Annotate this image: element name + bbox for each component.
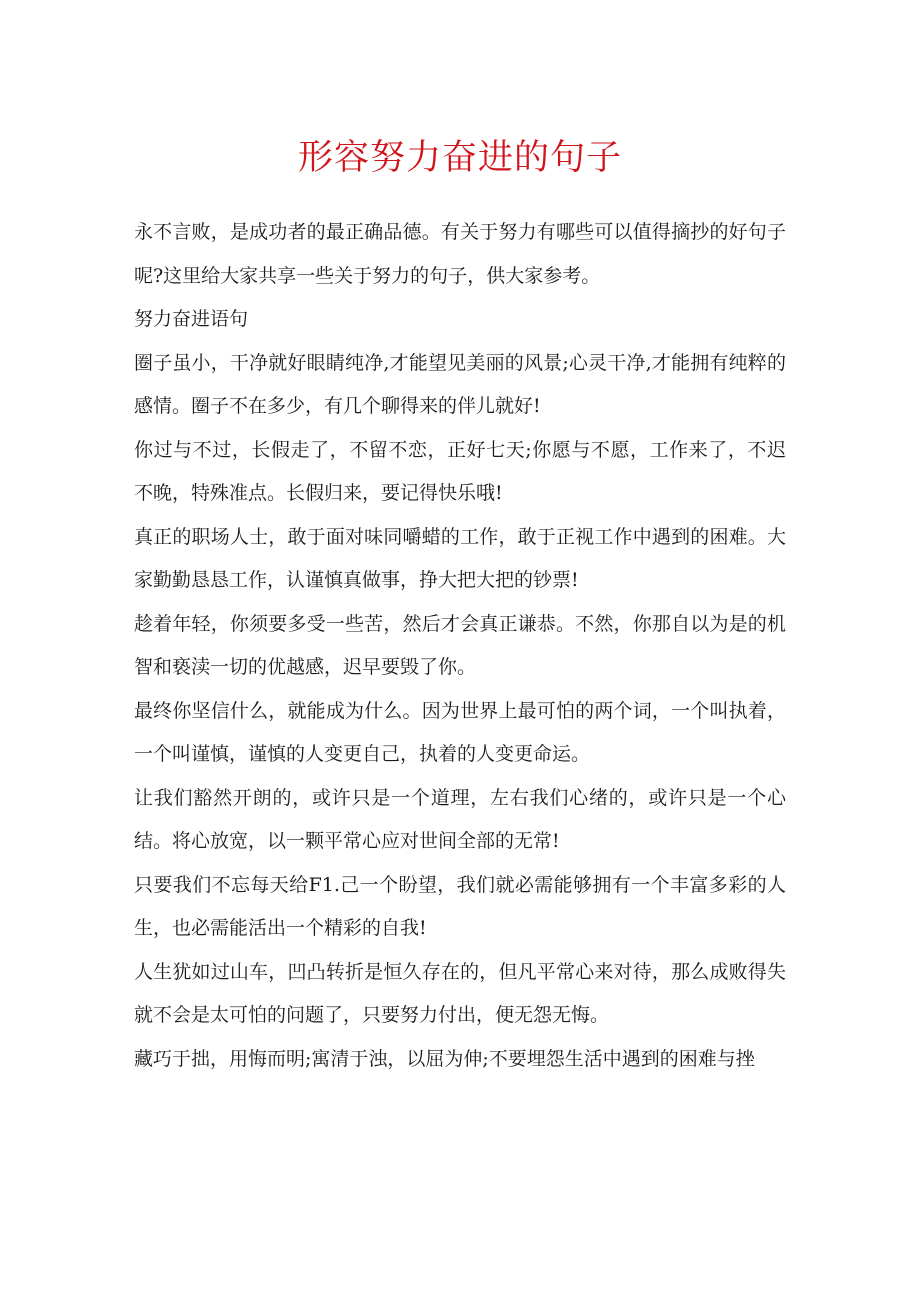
- document-title: 形容努力奋进的句子: [297, 138, 622, 178]
- paragraph: 圈子虽小，干净就好眼睛纯净,才能望见美丽的风景;心灵干净,才能拥有纯粹的感情。圈子不在多少，有几个聊得来的伴儿就好!: [134, 351, 786, 417]
- document-body: [134, 211, 786, 1081]
- paragraph: 趁着年轻，你须要多受一些苦，然后才会真正谦恭。不然，你那自以为是的机智和亵渎一切的优越感，迟早要毁了你。: [134, 612, 786, 678]
- paragraph: 你过与不过，长假走了，不留不恋，正好七天;你愿与不愿，工作来了，不迟不晚，特殊准点。长假归来，要记得快乐哦!: [134, 438, 786, 504]
- paragraph: 人生犹如过山车，凹凸转折是恒久存在的，但凡平常心来对待，那么成败得失就不会是太可怕的问题了，只要努力付出，便无怨无悔。: [134, 960, 786, 1026]
- paragraph-partial: 藏巧于拙，用悔而明;寓清于浊，以屈为伸;不要埋怨生活中遇到的困难与挫: [134, 1047, 755, 1070]
- paragraph-intro: 永不言败，是成功者的最正确品德。有关于努力有哪些可以值得摘抄的好句子呢?这里给大家共享一些关于努力的句子，供大家参考。: [134, 221, 786, 287]
- paragraph: 让我们豁然开朗的，或许只是一个道理，左右我们心绪的，或许只是一个心结。将心放宽，以一颗平常心应对世间全部的无常!: [134, 786, 786, 852]
- paragraph: 最终你坚信什么，就能成为什么。因为世界上最可怕的两个词，一个叫执着，一个叫谨慎，谨慎的人变更自己，执着的人变更命运。: [134, 699, 786, 765]
- section-heading: 努力奋进语句: [134, 308, 249, 330]
- paragraph: 真正的职场人士，敢于面对味同嚼蜡的工作，敢于正视工作中遇到的困难。大家勤勤恳恳工作，认谨慎真做事，挣大把大把的钞票!: [134, 525, 786, 591]
- paragraph: 只要我们不忘每天给F1.己一个盼望，我们就必需能够拥有一个丰富多彩的人生，也必需能活出一个精彩的自我!: [134, 873, 786, 939]
